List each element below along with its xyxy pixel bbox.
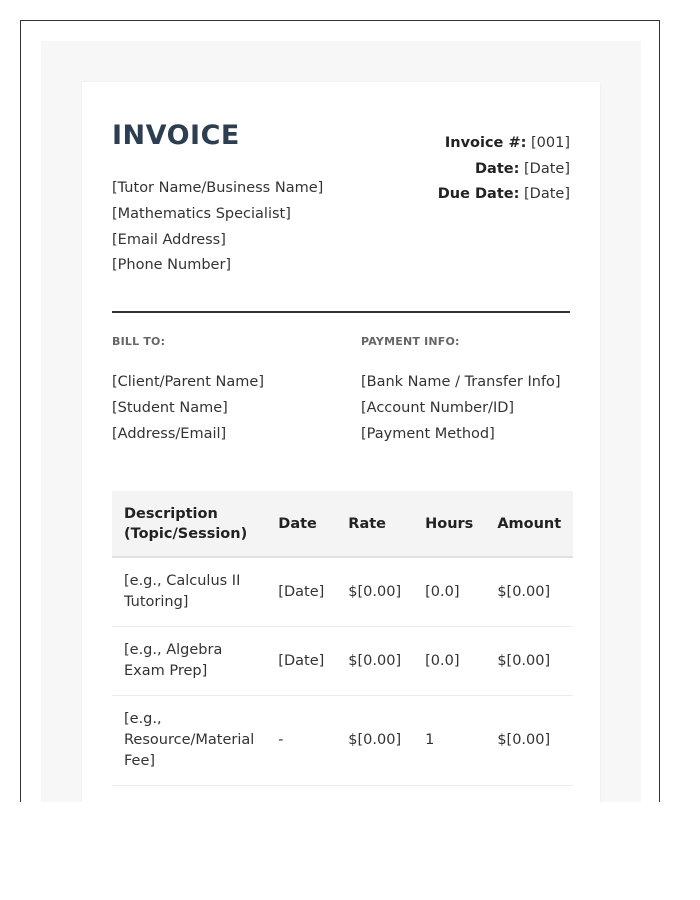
- table-row: [112, 557, 573, 627]
- account-number: [Account Number/ID]: [361, 399, 515, 416]
- page-frame: [20, 20, 660, 802]
- cell-date: -: [266, 696, 336, 786]
- due-date-line: [438, 182, 570, 208]
- client-name: [Client/Parent Name]: [112, 374, 264, 390]
- table-row: [112, 627, 573, 696]
- invoice-number-line: [438, 131, 570, 157]
- due-date-label: Due Date:: [437, 186, 520, 203]
- invoice-date-line: [438, 157, 570, 183]
- line-items-table: [112, 491, 573, 786]
- cell-description: [e.g., Calculus II Tutoring]: [112, 557, 266, 627]
- sender-specialty: [Mathematics Specialist]: [112, 205, 291, 222]
- bill-to-details: [112, 370, 264, 447]
- invoice-date-value: [Date]: [524, 160, 570, 177]
- cell-hours: [0.0]: [413, 557, 485, 627]
- table-header-row: [112, 491, 573, 557]
- column-header-rate: Rate: [348, 516, 386, 532]
- invoice-date-label: Date:: [475, 160, 520, 177]
- cell-date: [Date]: [266, 627, 336, 696]
- sender-phone: [Phone Number]: [112, 257, 232, 274]
- payment-method: [Payment Method]: [361, 425, 495, 442]
- table-row: [112, 696, 573, 786]
- cell-description: [e.g., Resource/Material Fee]: [112, 696, 266, 786]
- payment-info-label: PAYMENT INFO:: [361, 335, 460, 348]
- invoice-number-value: [001]: [531, 135, 570, 151]
- cell-amount: $[0.00]: [485, 557, 573, 627]
- table-header: [112, 491, 573, 557]
- cell-hours: [0.0]: [413, 627, 485, 696]
- student-name: [Student Name]: [112, 399, 228, 416]
- payment-info-details: [361, 370, 561, 447]
- column-header-description: Description (Topic/Session): [124, 506, 248, 542]
- invoice-card: [82, 82, 600, 802]
- cell-rate: $[0.00]: [336, 557, 413, 627]
- invoice-meta: [438, 131, 570, 208]
- header-divider: [112, 311, 570, 313]
- column-header-amount: Amount: [497, 516, 562, 532]
- column-header-hours: Hours: [425, 516, 474, 532]
- sheet-background: [41, 41, 641, 802]
- sender-email: [Email Address]: [112, 231, 226, 248]
- table-body: [112, 557, 573, 786]
- sender-details: [112, 176, 323, 279]
- cell-amount: $[0.00]: [485, 696, 573, 786]
- invoice-number-label: Invoice #:: [444, 135, 527, 151]
- sender-name: [Tutor Name/Business Name]: [112, 180, 324, 196]
- cell-amount: $[0.00]: [485, 627, 573, 696]
- cell-date: [Date]: [266, 557, 336, 627]
- cell-hours: 1: [413, 696, 485, 786]
- cell-rate: $[0.00]: [336, 627, 413, 696]
- client-address: [Address/Email]: [112, 425, 227, 442]
- bank-name: [Bank Name / Transfer Info]: [361, 374, 561, 390]
- cell-rate: $[0.00]: [336, 696, 413, 786]
- cell-description: [e.g., Algebra Exam Prep]: [112, 627, 266, 696]
- invoice-title: INVOICE: [112, 120, 240, 151]
- column-header-date: Date: [278, 516, 317, 532]
- bill-to-label: BILL TO:: [112, 335, 166, 348]
- due-date-value: [Date]: [524, 186, 570, 203]
